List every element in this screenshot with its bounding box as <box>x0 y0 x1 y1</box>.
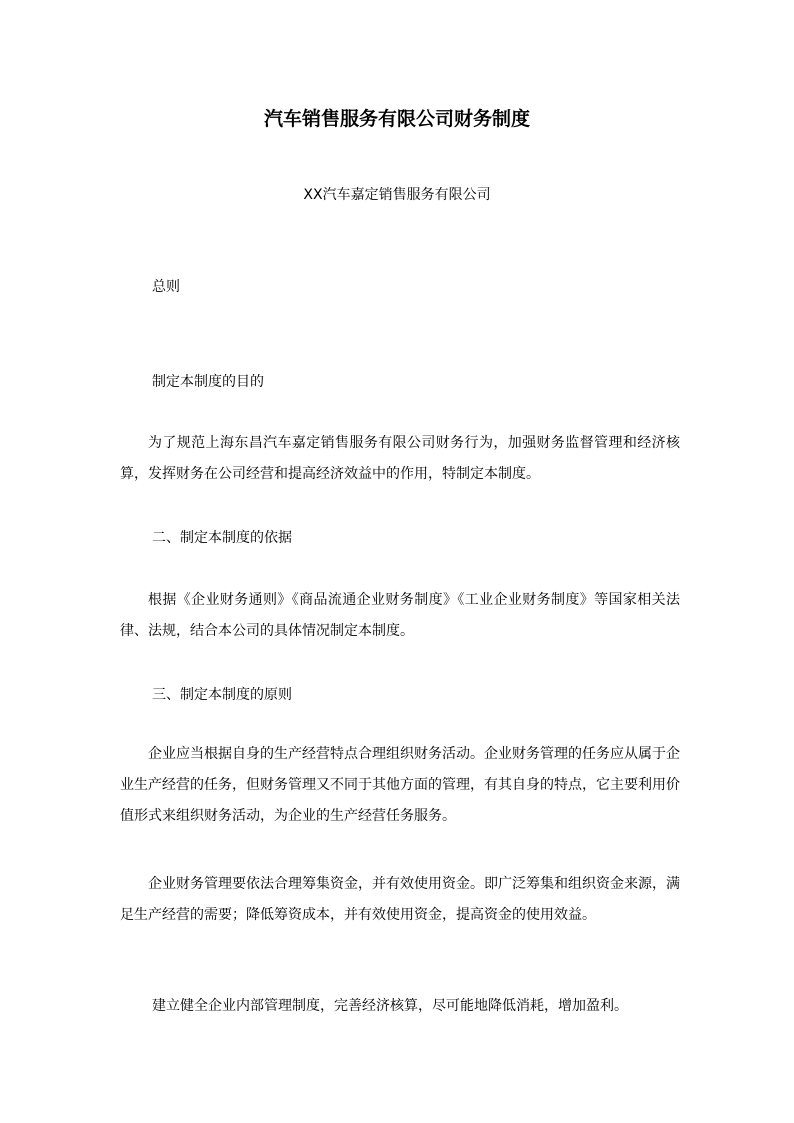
fund-management-paragraph: 企业财务管理要依法合理筹集资金，并有效使用资金。即广泛筹集和组织资金来源，满足生产经营的需要；降低筹资成本，并有效使用资金，提高资金的使用效益。 <box>120 876 680 923</box>
basis-paragraph: 根据《企业财务通则》《商品流通企业财务制度》《工业企业财务制度》等国家相关法律、法规，结合本公司的具体情况制定本制度。 <box>120 592 680 639</box>
purpose-paragraph: 为了规范上海东昌汽车嘉定销售服务有限公司财务行为，加强财务监督管理和经济核算，发挥财务在公司经营和提高经济效益中的作用，特制定本制度。 <box>120 435 680 482</box>
section-general-heading: 总则 <box>152 279 180 295</box>
basis-heading: 二、制定本制度的依据 <box>152 530 292 546</box>
company-name: XX汽车嘉定销售服务有限公司 <box>303 187 491 203</box>
purpose-heading: 制定本制度的目的 <box>152 374 264 390</box>
principles-heading: 三、制定本制度的原则 <box>152 687 292 703</box>
document-title: 汽车销售服务有限公司财务制度 <box>263 108 530 130</box>
internal-management-paragraph: 建立健全企业内部管理制度，完善经济核算，尽可能地降低消耗，增加盈利。 <box>152 998 628 1014</box>
principles-paragraph: 企业应当根据自身的生产经营特点合理组织财务活动。企业财务管理的任务应从属于企业生产经营的任务，但财务管理又不同于其他方面的管理，有其自身的特点，它主要利用价值形式来组织财务活动，为企业的生产经营任务服务。 <box>120 746 680 824</box>
